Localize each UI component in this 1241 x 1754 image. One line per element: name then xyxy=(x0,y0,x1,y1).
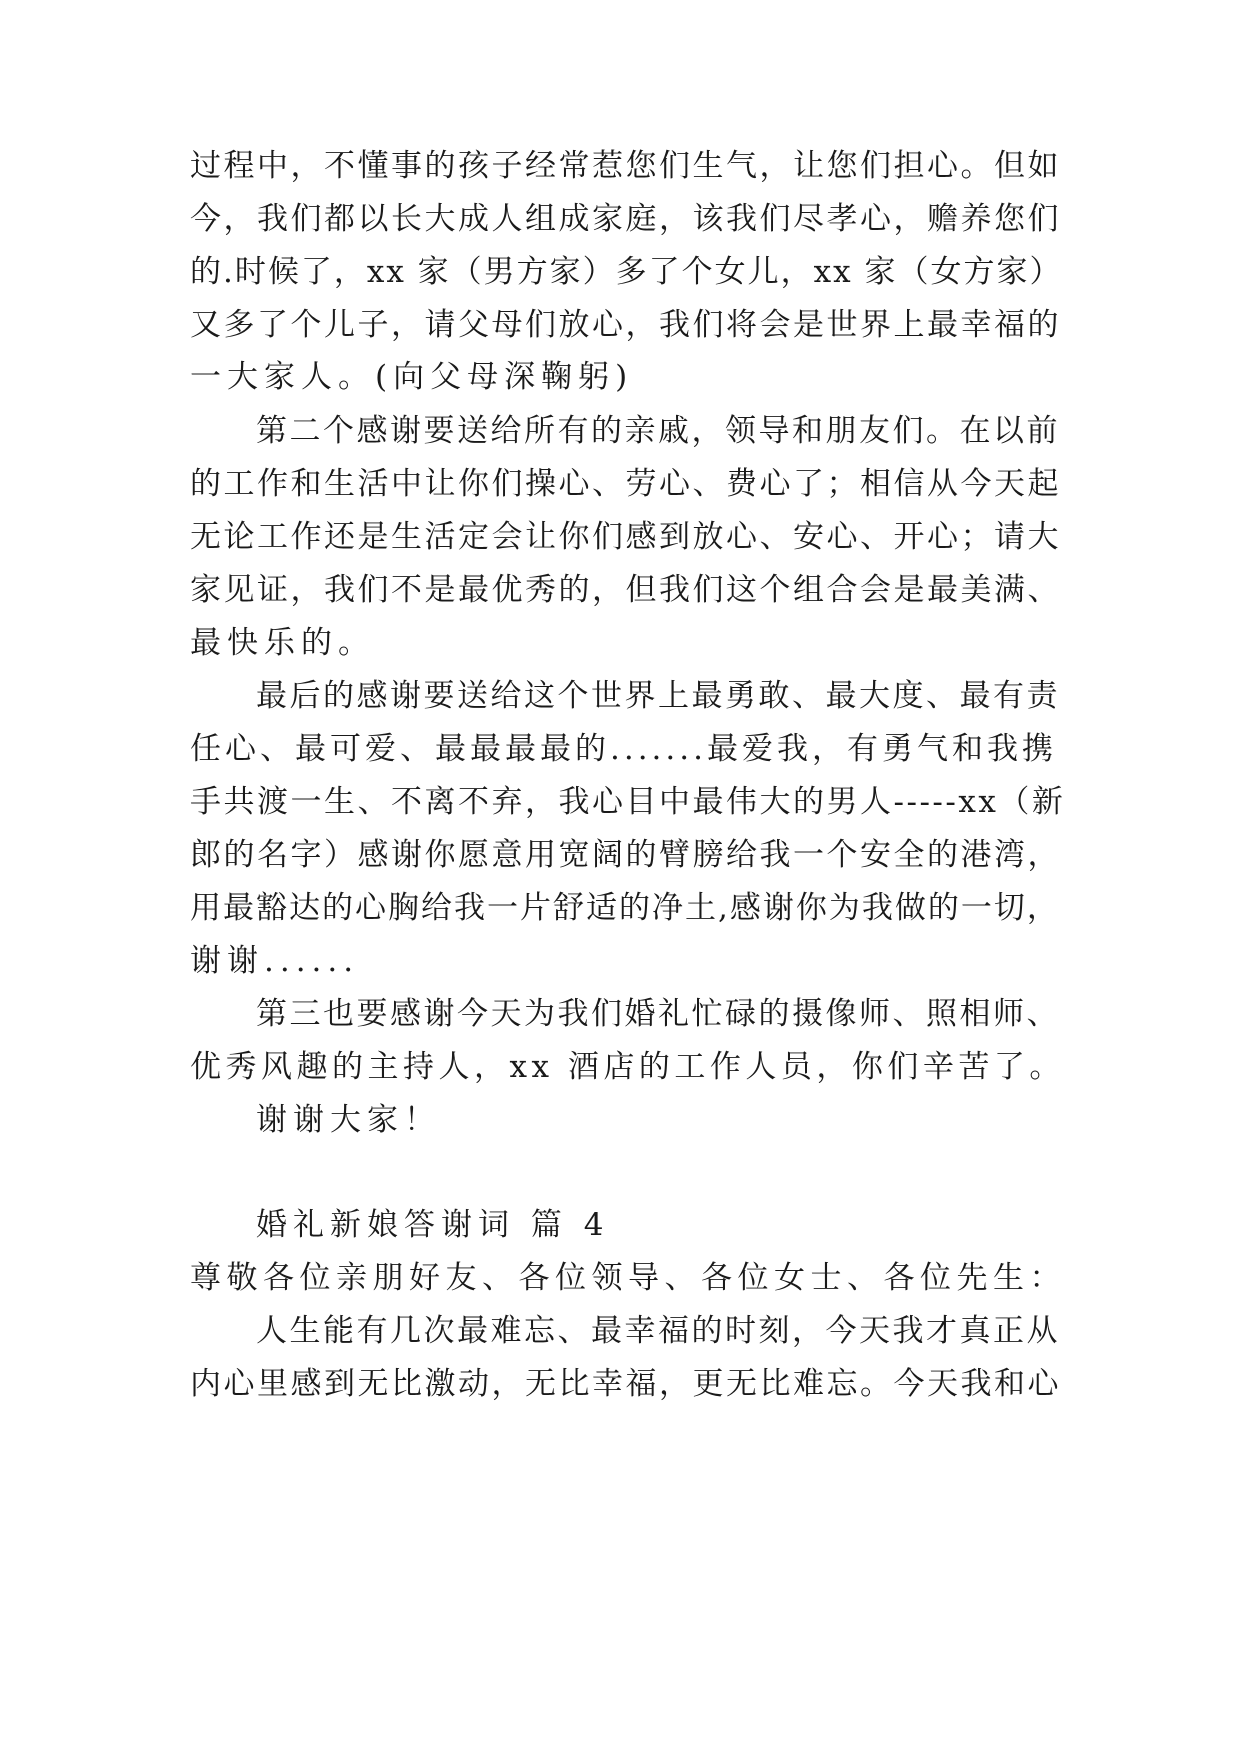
paragraph-3-line-4: 郎的名字）感谢你愿意用宽阔的臂膀给我一个安全的港湾， xyxy=(190,837,1061,873)
salutation-line: 尊敬各位亲朋好友、各位领导、各位女士、各位先生： xyxy=(190,1260,1066,1296)
section-heading: 婚礼新娘答谢词 篇 4 xyxy=(256,1207,610,1243)
paragraph-4-line-1: 第三也要感谢今天为我们婚礼忙碌的摄像师、照相师、 xyxy=(256,996,1060,1032)
paragraph-2-line-5: 最快乐的。 xyxy=(190,625,375,661)
paragraph-1-line-5: 一大家人。(向父母深鞠躬) xyxy=(190,359,634,395)
paragraph-3-line-2: 任心、最可爱、最最最最的.......最爱我，有勇气和我携 xyxy=(190,731,1057,767)
paragraph-5-line-1: 人生能有几次最难忘、最幸福的时刻，今天我才真正从 xyxy=(256,1313,1060,1349)
paragraph-1-line-3: 的.时候了，xx 家（男方家）多了个女儿，xx 家（女方家） xyxy=(190,254,1063,290)
paragraph-3-line-1: 最后的感谢要送给这个世界上最勇敢、最大度、最有责 xyxy=(256,678,1060,714)
paragraph-1-line-2: 今，我们都以长大成人组成家庭，该我们尽孝心，赡养您们 xyxy=(190,201,1061,237)
paragraph-2-line-2: 的工作和生活中让你们操心、劳心、费心了；相信从今天起 xyxy=(190,466,1061,502)
paragraph-5-line-2: 内心里感到无比激动，无比幸福，更无比难忘。今天我和心 xyxy=(190,1366,1061,1402)
paragraph-3-line-3: 手共渡一生、不离不弃，我心目中最伟大的男人-----xx（新 xyxy=(190,784,1066,820)
paragraph-4-line-2: 优秀风趣的主持人，xx 酒店的工作人员，你们辛苦了。 xyxy=(190,1049,1065,1085)
paragraph-2-line-1: 第二个感谢要送给所有的亲戚，领导和朋友们。在以前 xyxy=(256,413,1060,449)
paragraph-3-line-6: 谢谢...... xyxy=(190,943,360,979)
paragraph-3-line-5: 用最豁达的心胸给我一片舒适的净土,感谢你为我做的一切， xyxy=(190,890,1060,926)
paragraph-2-line-4: 家见证，我们不是最优秀的，但我们这个组合会是最美满、 xyxy=(190,572,1061,608)
closing-line: 谢谢大家！ xyxy=(256,1102,441,1138)
paragraph-1-line-1: 过程中，不懂事的孩子经常惹您们生气，让您们担心。但如 xyxy=(190,148,1061,184)
paragraph-2-line-3: 无论工作还是生活定会让你们感到放心、安心、开心；请大 xyxy=(190,519,1061,555)
paragraph-1-line-4: 又多了个儿子，请父母们放心，我们将会是世界上最幸福的 xyxy=(190,307,1061,343)
